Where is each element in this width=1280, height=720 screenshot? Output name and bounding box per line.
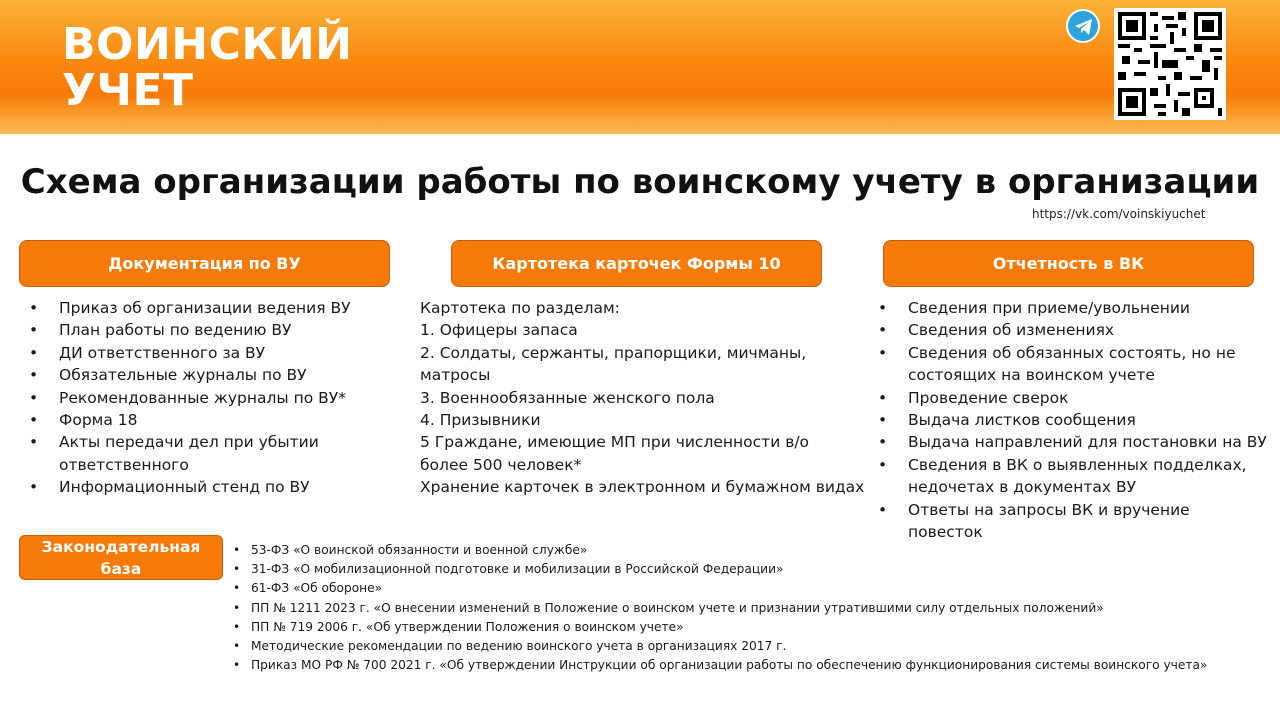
legal-item: • Методические рекомендации по ведению воинского учета в организациях 2017 г. [233,637,1207,656]
list-item: • Ответы на запросы ВК и вручение повесток [869,499,1269,544]
header-banner [0,0,1280,134]
brand-line-1: ВОИНСКИЙ [62,19,353,70]
text-line: более 500 человек* [420,455,582,474]
legal-item: • 53-ФЗ «О воинской обязанности и военной службе» [233,541,1207,560]
reporting-list [869,297,1269,543]
list-item: • Сведения об обязанных состоять, но не состоящих на воинском учете [869,342,1269,387]
legal-item: • 31-ФЗ «О мобилизационной подготовке и мобилизации в Российской Федерации» [233,560,1207,579]
text-line: 4. Призывники [420,411,541,430]
cards-text [420,297,864,499]
page-title: Схема организации работы по воинскому учету в организации [20,162,1260,202]
list-item: • Приказ об организации ведения ВУ [20,297,380,319]
text-line: матросы [420,366,491,385]
legal-list [233,541,1207,675]
list-item: • Сведения об изменениях [869,319,1269,341]
list-item: • ДИ ответственного за ВУ [20,342,380,364]
list-item: • Акты передачи дел при убытии ответственного [20,431,380,476]
legal-base-label: Законодательная база [19,535,223,580]
documentation-list [20,297,380,499]
list-item: • Выдача листков сообщения [869,409,1269,431]
text-line: Хранение карточек в электронном и бумажном видах [420,478,865,497]
list-item: • Форма 18 [20,409,380,431]
qr-code[interactable] [1114,8,1226,120]
list-item: • Сведения в ВК о выявленных подделках, недочетах в документах ВУ [869,454,1269,499]
text-line: 5 Граждане, имеющие МП при численности в/о [420,433,810,452]
text-line: 1. Офицеры запаса [420,321,578,340]
list-item: • Выдача направлений для постановки на ВУ [869,431,1269,453]
documentation-header: Документация по ВУ [19,240,390,287]
cards-header: Картотека карточек Формы 10 [451,240,822,287]
list-item: • Сведения при приеме/увольнении [869,297,1269,319]
list-item: • План работы по ведению ВУ [20,319,380,341]
list-item: • Рекомендованные журналы по ВУ* [20,387,380,409]
reporting-header: Отчетность в ВК [883,240,1254,287]
brand-logo [62,19,353,116]
telegram-icon[interactable] [1066,9,1100,43]
text-line: 2. Солдаты, сержанты, прапорщики, мичманы, [420,343,807,362]
legal-item: • Приказ МО РФ № 700 2021 г. «Об утверждении Инструкции об организации работы по обеспечению функционирования системы воинского учета» [233,656,1207,675]
text-line: Картотека по разделам: [420,299,620,317]
legal-item: • 61-ФЗ «Об обороне» [233,579,1207,598]
brand-line-2: УЧЕТ [62,65,194,116]
list-item: • Информационный стенд по ВУ [20,476,380,498]
legal-item: • ПП № 1211 2023 г. «О внесении изменений в Положение о воинском учете и признании утратившими силу отдельных положений» [233,599,1207,618]
text-line: 3. Военнообязанные женского пола [420,388,715,407]
list-item: • Обязательные журналы по ВУ [20,364,380,386]
legal-item: • ПП № 719 2006 г. «Об утверждении Положения о воинском учете» [233,618,1207,637]
list-item: • Проведение сверок [869,387,1269,409]
vk-link[interactable]: https://vk.com/voinskiyuchet [1032,207,1206,221]
